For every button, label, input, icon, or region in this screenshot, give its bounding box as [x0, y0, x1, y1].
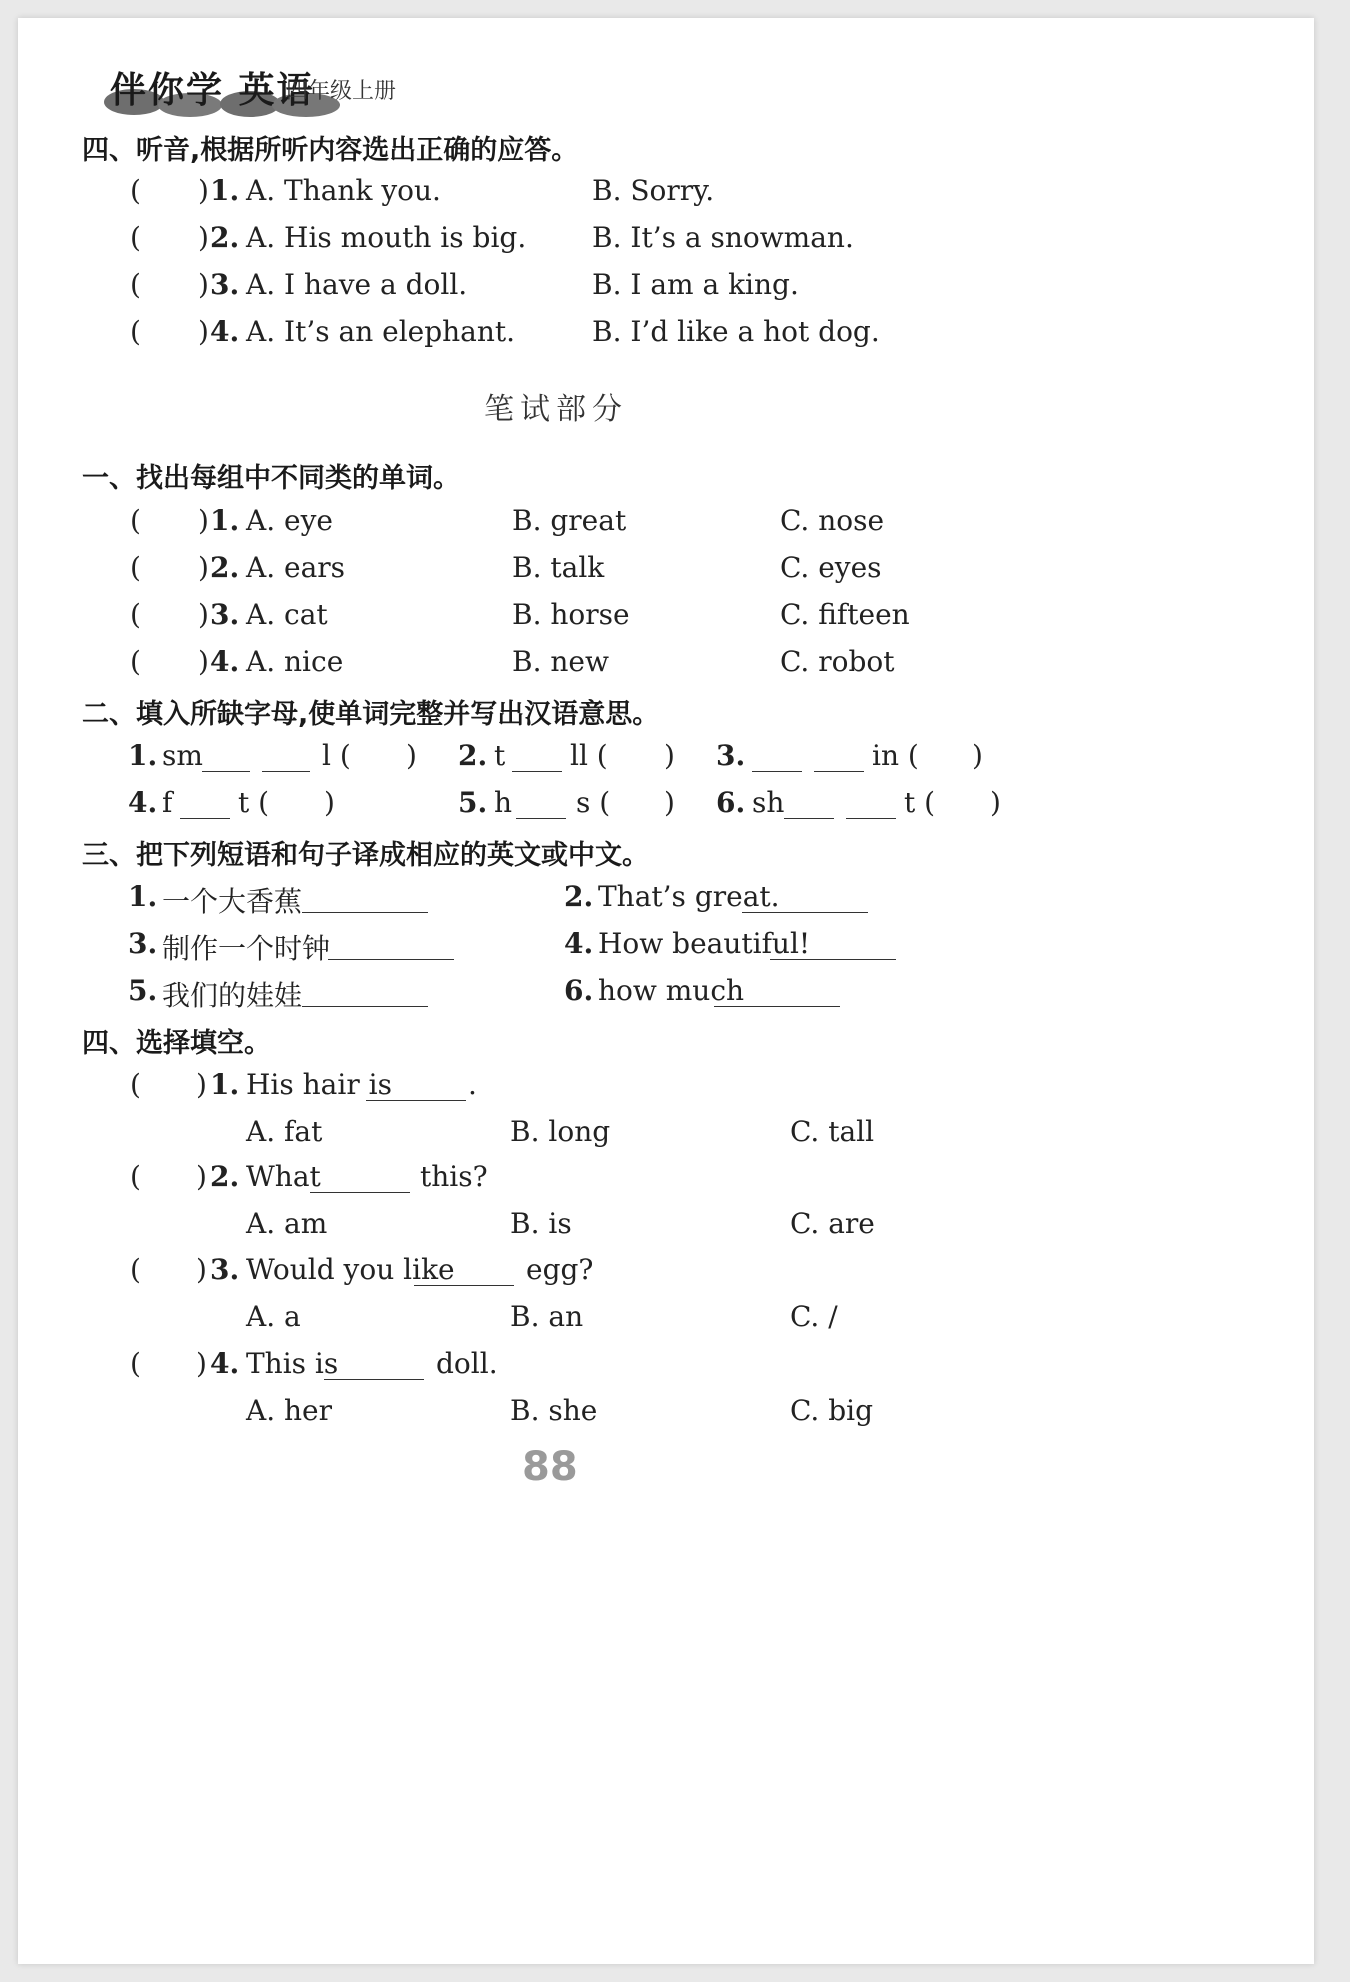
item-number: 4.	[210, 315, 240, 348]
question-end: .	[468, 1068, 477, 1101]
word-suffix: l (	[322, 739, 351, 772]
answer-blank[interactable]	[302, 1005, 428, 1007]
question-end: doll.	[436, 1347, 498, 1380]
letter-blank[interactable]	[512, 770, 562, 772]
item-number: 1.	[210, 504, 240, 537]
answer-blank[interactable]	[310, 1191, 410, 1193]
answer-paren-open: (	[130, 551, 141, 584]
option-c: C. robot	[780, 645, 895, 678]
item-number: 6.	[564, 974, 594, 1007]
answer-paren-open: (	[130, 315, 141, 348]
option-a: A. eye	[246, 504, 333, 537]
translate-text: how much	[598, 974, 745, 1007]
item-number: 1.	[128, 880, 158, 913]
option-b: B. great	[512, 504, 627, 537]
question-end: this?	[420, 1160, 488, 1193]
option-c: C. fifteen	[780, 598, 910, 631]
answer-paren-close: )	[198, 174, 209, 207]
letter-blank[interactable]	[202, 770, 250, 772]
answer-paren-close: )	[198, 268, 209, 301]
option-a: A. It’s an elephant.	[246, 315, 516, 348]
answer-paren-close: )	[198, 504, 209, 537]
option-a: A. I have a doll.	[246, 268, 468, 301]
odd-one-out-heading: 一、找出每组中不同类的单词。	[82, 463, 460, 494]
option-b: B. new	[512, 645, 609, 678]
answer-paren-open: (	[130, 1347, 141, 1380]
answer-blank[interactable]	[414, 1284, 514, 1286]
option-a: A. Thank you.	[246, 174, 441, 207]
option-b: B. long	[510, 1115, 611, 1148]
option-c: C. nose	[780, 504, 885, 537]
fill-letters-heading: 二、填入所缺字母,使单词完整并写出汉语意思。	[82, 699, 660, 730]
answer-blank[interactable]	[324, 1378, 424, 1380]
option-c: C. eyes	[780, 551, 882, 584]
option-b: B. I’d like a hot dog.	[592, 315, 880, 348]
item-number: 2.	[210, 1160, 240, 1193]
letter-blank[interactable]	[180, 817, 230, 819]
translate-text: How beautiful!	[598, 927, 811, 960]
letter-blank[interactable]	[262, 770, 310, 772]
question-text: His hair is	[246, 1068, 392, 1101]
answer-paren-close: )	[198, 315, 209, 348]
option-a: A. am	[246, 1207, 328, 1240]
answer-paren-close: )	[196, 1160, 207, 1193]
translate-heading: 三、把下列短语和句子译成相应的英文或中文。	[82, 840, 649, 871]
option-b: B. an	[510, 1300, 584, 1333]
question-text: Would you like	[246, 1253, 455, 1286]
word-prefix: sm	[162, 739, 203, 772]
word-suffix: in (	[872, 739, 919, 772]
answer-paren-open: (	[130, 1160, 141, 1193]
item-number: 1.	[128, 739, 158, 772]
item-number: 2.	[458, 739, 488, 772]
option-c: C. are	[790, 1207, 875, 1240]
option-b: B. is	[510, 1207, 572, 1240]
question-end: egg?	[526, 1253, 594, 1286]
translate-text: That’s great.	[598, 880, 780, 913]
answer-paren-close: )	[198, 598, 209, 631]
answer-paren-open: (	[130, 1253, 141, 1286]
letter-blank[interactable]	[784, 817, 834, 819]
item-number: 2.	[564, 880, 594, 913]
answer-blank[interactable]	[302, 911, 428, 913]
header-title: 伴你学 英语	[110, 70, 315, 111]
meaning-paren-close: )	[664, 739, 675, 772]
option-b: B. talk	[512, 551, 605, 584]
letter-blank[interactable]	[814, 770, 864, 772]
answer-paren-open: (	[130, 174, 141, 207]
option-c: C. tall	[790, 1115, 875, 1148]
answer-paren-close: )	[198, 645, 209, 678]
word-prefix: h	[494, 786, 513, 819]
item-number: 2.	[210, 551, 240, 584]
word-prefix: t	[494, 739, 506, 772]
answer-blank[interactable]	[714, 1005, 840, 1007]
answer-paren-open: (	[130, 598, 141, 631]
option-c: C. big	[790, 1394, 874, 1427]
item-number: 4.	[210, 645, 240, 678]
option-a: A. cat	[246, 598, 328, 631]
option-b: B. I am a king.	[592, 268, 799, 301]
option-b: B. horse	[512, 598, 630, 631]
meaning-paren-close: )	[990, 786, 1001, 819]
word-suffix: s (	[576, 786, 611, 819]
option-a: A. her	[246, 1394, 333, 1427]
item-number: 4.	[128, 786, 158, 819]
item-number: 3.	[210, 598, 240, 631]
answer-paren-open: (	[130, 1068, 141, 1101]
option-b: B. It’s a snowman.	[592, 221, 854, 254]
header-subtitle: 四年级上册	[286, 79, 397, 104]
word-prefix: sh	[752, 786, 785, 819]
answer-blank[interactable]	[742, 911, 868, 913]
answer-paren-close: )	[198, 221, 209, 254]
answer-blank[interactable]	[366, 1099, 466, 1101]
word-suffix: t (	[904, 786, 936, 819]
worksheet-page	[18, 18, 1314, 1964]
option-b: B. she	[510, 1394, 598, 1427]
written-part-title: 笔试部分	[484, 392, 628, 427]
question-text: What	[246, 1160, 321, 1193]
letter-blank[interactable]	[846, 817, 896, 819]
item-number: 2.	[210, 221, 240, 254]
word-suffix: t (	[238, 786, 270, 819]
word-suffix: ll (	[570, 739, 608, 772]
option-a: A. His mouth is big.	[246, 221, 527, 254]
question-text: This is	[246, 1347, 339, 1380]
answer-paren-open: (	[130, 268, 141, 301]
option-c: C. /	[790, 1300, 838, 1333]
item-number: 3.	[210, 1253, 240, 1286]
answer-paren-close: )	[196, 1253, 207, 1286]
option-a: A. nice	[246, 645, 344, 678]
item-number: 6.	[716, 786, 746, 819]
meaning-paren-close: )	[406, 739, 417, 772]
item-number: 5.	[458, 786, 488, 819]
meaning-paren-close: )	[664, 786, 675, 819]
item-number: 3.	[716, 739, 746, 772]
answer-paren-close: )	[196, 1347, 207, 1380]
answer-paren-open: (	[130, 645, 141, 678]
option-b: B. Sorry.	[592, 174, 715, 207]
answer-paren-close: )	[198, 551, 209, 584]
answer-blank[interactable]	[770, 958, 896, 960]
answer-paren-close: )	[196, 1068, 207, 1101]
meaning-paren-close: )	[324, 786, 335, 819]
letter-blank[interactable]	[516, 817, 566, 819]
answer-blank[interactable]	[328, 958, 454, 960]
item-number: 3.	[128, 927, 158, 960]
translate-text: 我们的娃娃	[162, 979, 303, 1012]
choice-heading: 四、选择填空。	[82, 1028, 271, 1059]
letter-blank[interactable]	[752, 770, 802, 772]
word-prefix: f	[162, 786, 173, 819]
item-number: 4.	[564, 927, 594, 960]
item-number: 3.	[210, 268, 240, 301]
answer-paren-open: (	[130, 221, 141, 254]
translate-text: 制作一个时钟	[162, 932, 331, 965]
item-number: 1.	[210, 174, 240, 207]
translate-text: 一个大香蕉	[162, 885, 303, 918]
option-a: A. fat	[246, 1115, 323, 1148]
answer-paren-open: (	[130, 504, 141, 537]
listening-heading: 四、听音,根据所听内容选出正确的应答。	[82, 135, 579, 166]
page-number: 88	[522, 1444, 578, 1490]
item-number: 5.	[128, 974, 158, 1007]
option-a: A. ears	[246, 551, 346, 584]
option-a: A. a	[246, 1300, 301, 1333]
item-number: 1.	[210, 1068, 240, 1101]
meaning-paren-close: )	[972, 739, 983, 772]
item-number: 4.	[210, 1347, 240, 1380]
